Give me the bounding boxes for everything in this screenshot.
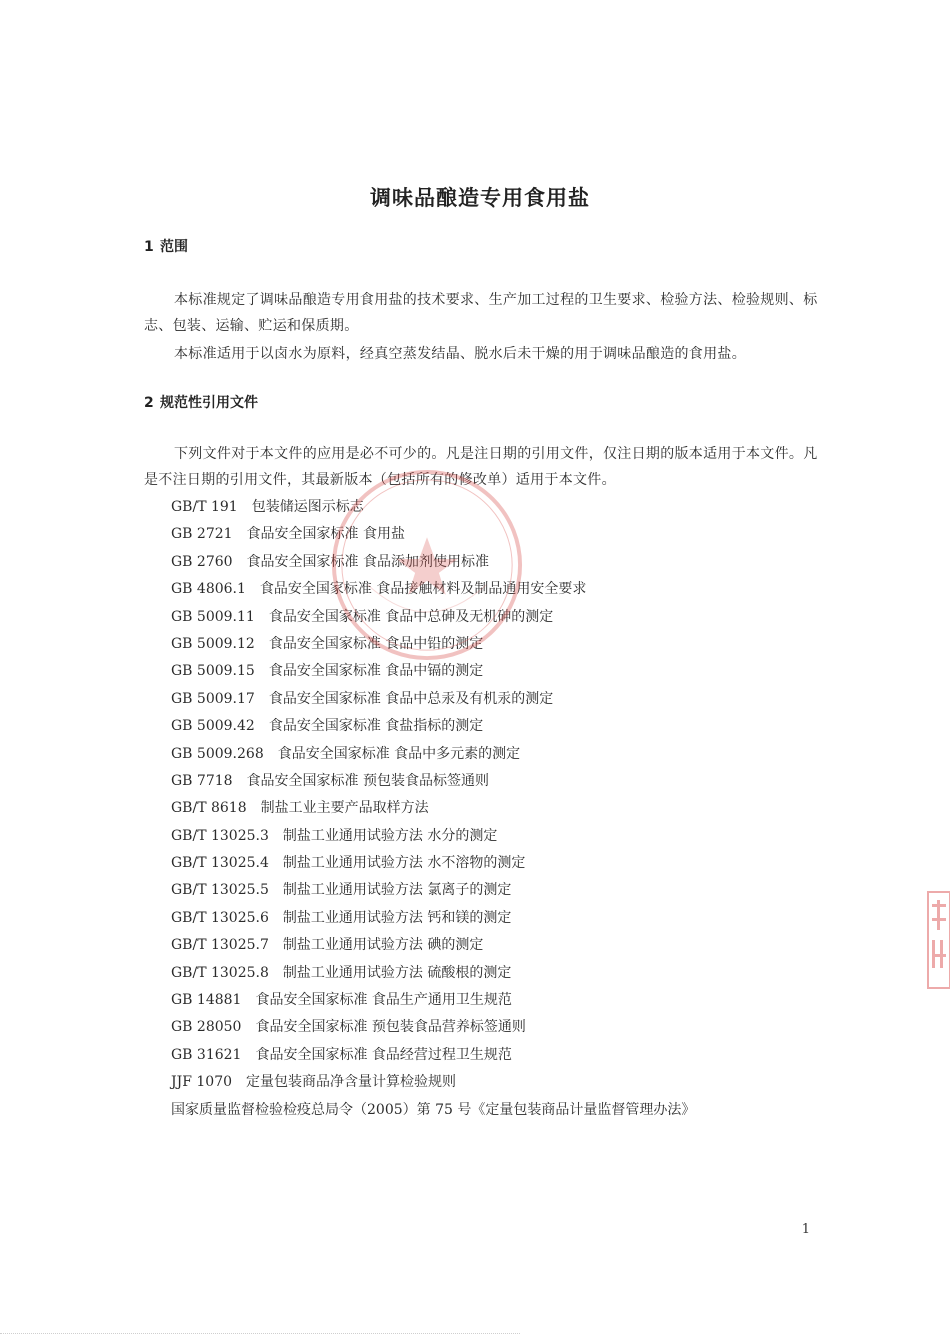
- section-number: 2: [144, 395, 154, 411]
- scope-paragraph-1: 本标准规定了调味品酿造专用食用盐的技术要求、生产加工过程的卫生要求、检验方法、检验规则、标志、包装、运输、贮运和保质期。: [144, 292, 818, 334]
- reference-title: 食品安全国家标准 食品中铅的测定: [268, 635, 484, 652]
- reference-title: 制盐工业通用试验方法 硫酸根的测定: [282, 964, 512, 981]
- reference-title: 制盐工业通用试验方法 水不溶物的测定: [282, 855, 526, 872]
- reference-code: GB/T 13025.7: [171, 937, 269, 954]
- reference-item: [171, 1069, 695, 1096]
- reference-code: GB 14881: [171, 992, 242, 1009]
- reference-code: 国家质量监督检验检疫总局令（2005）第 75 号《定量包装商品计量监督管理办法》: [171, 1101, 696, 1118]
- reference-code: GB 7718: [171, 772, 233, 789]
- reference-item: [171, 768, 695, 795]
- reference-code: GB/T 13025.8: [171, 964, 269, 981]
- reference-title: 食品安全国家标准 食盐指标的测定: [268, 718, 484, 735]
- reference-item: [171, 905, 695, 932]
- reference-code: JJF 1070: [171, 1074, 233, 1091]
- reference-code: GB/T 8618: [171, 800, 247, 817]
- reference-code: GB/T 13025.3: [171, 827, 269, 844]
- reference-title: 食品安全国家标准 食品添加剂使用标准: [246, 553, 490, 570]
- reference-code: GB 5009.17: [171, 690, 255, 707]
- reference-code: GB/T 191: [171, 499, 238, 515]
- references-intro-paragraph: 下列文件对于本文件的应用是必不可少的。凡是注日期的引用文件，仅注日期的版本适用于本文件。凡是不注日期的引用文件，其最新版本（包括所有的修改单）适用于本文件。: [144, 446, 818, 488]
- reference-title: 制盐工业通用试验方法 氯离子的测定: [282, 882, 512, 899]
- scope-paragraph-2: 本标准适用于以卤水为原料，经真空蒸发结晶、脱水后未干燥的用于调味品酿造的食用盐。: [174, 346, 746, 362]
- reference-title: 食品安全国家标准 预包装食品营养标签通则: [255, 1019, 526, 1036]
- reference-title: 食品安全国家标准 食品中镉的测定: [268, 663, 484, 680]
- reference-item: [171, 1042, 695, 1069]
- reference-code: GB 5009.268: [171, 745, 264, 762]
- page-number: 1: [801, 1222, 810, 1237]
- section-heading-scope: [144, 236, 188, 256]
- reference-code: GB 2721: [171, 526, 233, 543]
- reference-code: GB/T 13025.4: [171, 855, 269, 872]
- reference-item: [171, 877, 695, 904]
- reference-code: GB/T 13025.6: [171, 909, 269, 926]
- reference-code: GB 31621: [171, 1046, 242, 1063]
- reference-title: 食品安全国家标准 预包装食品标签通则: [246, 772, 490, 789]
- reference-code: GB 5009.11: [171, 608, 255, 625]
- reference-title: 包装储运图示标志: [251, 499, 364, 515]
- reference-item: [171, 960, 695, 987]
- section-title: 规范性引用文件: [160, 395, 258, 411]
- reference-item: [171, 987, 695, 1014]
- reference-title: 定量包装商品净含量计算检验规则: [246, 1074, 457, 1091]
- reference-item: [171, 1014, 695, 1041]
- document-title: 调味品酿造专用食用盐: [370, 186, 590, 210]
- reference-item: [171, 932, 695, 959]
- reference-item: [171, 823, 695, 850]
- reference-item: [171, 686, 695, 713]
- reference-title: 食品安全国家标准 食品经营过程卫生规范: [255, 1046, 512, 1063]
- reference-title: 食品安全国家标准 食品中多元素的测定: [277, 745, 521, 762]
- reference-title: 食品安全国家标准 食品接触材料及制品通用安全要求: [259, 581, 587, 598]
- reference-code: GB 5009.12: [171, 635, 255, 652]
- reference-code: GB/T 13025.5: [171, 882, 269, 899]
- reference-item: [171, 850, 695, 877]
- reference-title: 食品安全国家标准 食品生产通用卫生规范: [255, 992, 512, 1009]
- section-heading-normative-references: [144, 392, 258, 412]
- reference-item: [171, 713, 695, 740]
- reference-code: GB 4806.1: [171, 581, 246, 598]
- reference-title: 制盐工业通用试验方法 水分的测定: [282, 827, 498, 844]
- reference-item: [171, 795, 695, 822]
- reference-code: GB 28050: [171, 1019, 242, 1036]
- section-number: 1: [144, 239, 154, 255]
- section-title: 范围: [160, 239, 188, 255]
- reference-title: 食品安全国家标准 食用盐: [246, 526, 406, 543]
- reference-item: [171, 1097, 695, 1124]
- scan-artifact-divider: [0, 1333, 520, 1334]
- company-seal-icon: [328, 466, 526, 664]
- reference-title: 制盐工业主要产品取样方法: [260, 800, 429, 817]
- reference-code: GB 5009.15: [171, 663, 255, 680]
- reference-code: GB 2760: [171, 553, 233, 570]
- reference-item: [171, 741, 695, 768]
- reference-title: 制盐工业通用试验方法 碘的测定: [282, 937, 484, 954]
- edge-stamp-icon: [926, 890, 950, 990]
- reference-title: 食品安全国家标准 食品中总砷及无机砷的测定: [268, 608, 554, 625]
- reference-code: GB 5009.42: [171, 718, 255, 735]
- reference-title: 食品安全国家标准 食品中总汞及有机汞的测定: [268, 690, 554, 707]
- reference-title: 制盐工业通用试验方法 钙和镁的测定: [282, 909, 512, 926]
